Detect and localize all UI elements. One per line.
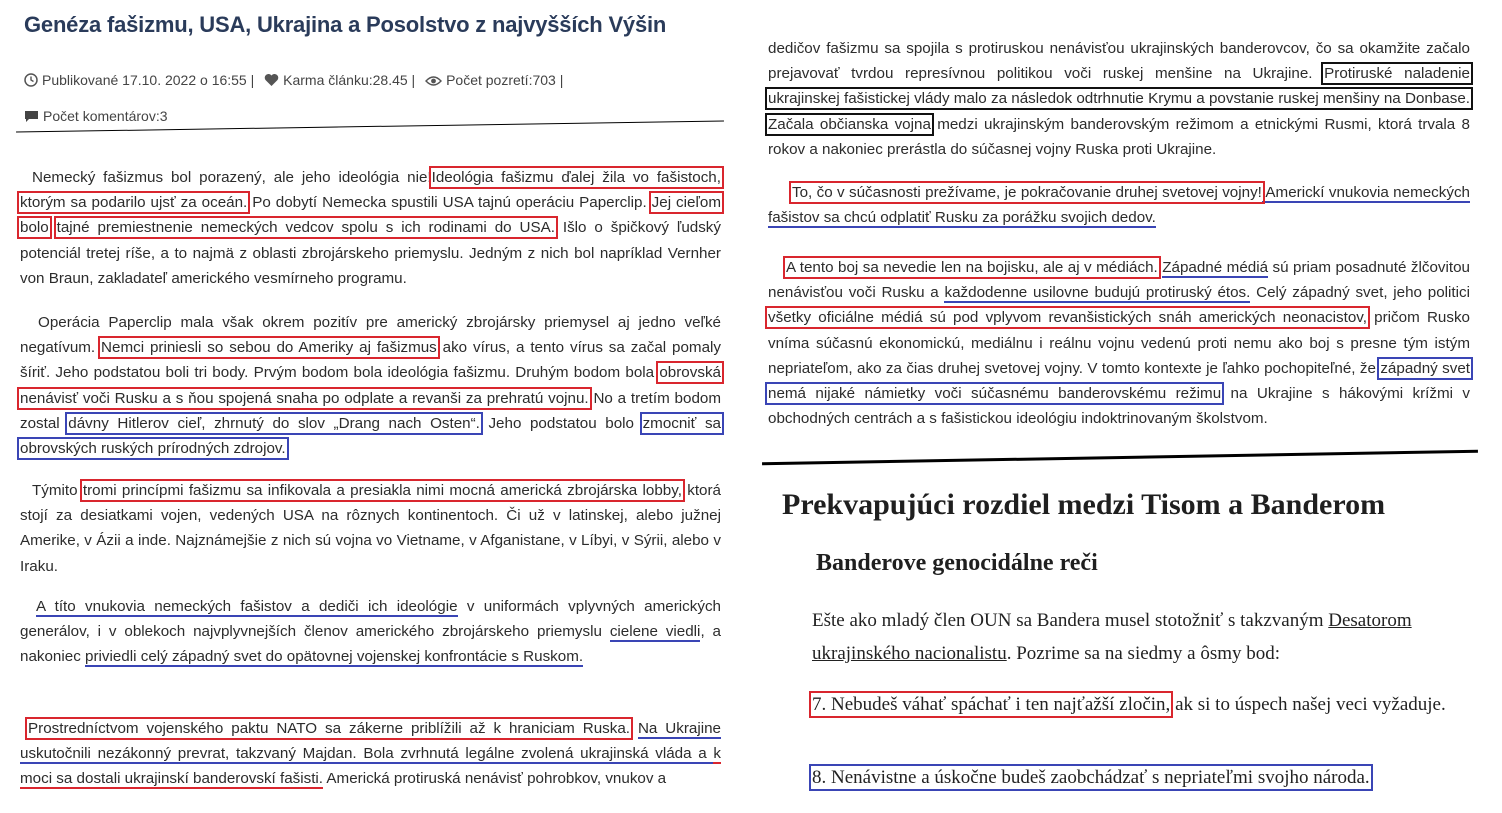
highlight-blue: 8. Nenávistne a úskočne budeš zaobchádzať s nepriateľmi svojho národa. [812, 767, 1370, 788]
comments-meta[interactable] [24, 108, 168, 126]
highlight-red: Ideológia fašizmu ďalej žila vo fašistoch, ktorým sa podarilo ujsť za oceán. [20, 169, 721, 212]
left-article-column [0, 0, 740, 813]
text-run: No a tretím bodom zostal [20, 389, 721, 432]
highlight-blue: dávny Hitlerov cieľ, zhrnutý do slov „Drang nach Osten“. [68, 414, 480, 432]
underline-blue: Západné médiá [1162, 259, 1269, 276]
text-run: ak si to úspech našej veci vyžaduje. [1170, 694, 1446, 715]
highlight-red: To, čo v súčasnosti prežívame, je pokračovanie druhej svetovej vojny! [792, 184, 1262, 201]
highlight-blue: západný svet nemá nijaké námietky voči súčasnému banderovskému režimu [768, 359, 1470, 403]
text-run: medzi ukrajinským banderovským režimom a etnickými Rusmi, ktorá trvala 8 rokov a nakoniec prerástla do súčasnej vojny Ruska proti Ukrajine. [768, 115, 1470, 158]
highlight-red: všetky oficiálne médiá sú pod vplyvom revanšistických snáh amerických neonacistov, [768, 309, 1367, 327]
published-date: Publikované 17.10. 2022 o 16:55 | [42, 72, 255, 88]
text-run: sú priam posadnuté žlčovitou nenávisťou voči Rusku a [768, 259, 1470, 302]
highlight-red: tromi princípmi fašizmu sa infikovala a presiakla nimi mocná americká zbrojárska lobby, [82, 482, 682, 499]
paragraph-6 [768, 36, 1470, 162]
comment-icon [24, 110, 39, 126]
underline-red: k moci sa dostali ukrajinskí banderovskí fašisti. [20, 745, 721, 788]
text-run: Americká protiruská nenávisť pohrobkov, vnukov a [323, 770, 667, 788]
section-intro [812, 604, 1472, 670]
section-heading: Prekvapujúci rozdiel medzi Tisom a Banderom [782, 488, 1386, 521]
divider [762, 450, 1478, 465]
paragraph-1 [20, 165, 721, 291]
highlight-blue: zmocniť sa obrovských ruských prírodných zdrojov. [20, 414, 722, 458]
underline-blue: Na Ukrajine uskutočnili nezákonný prevrat, takzvaný Majdan. Bola zvrhnutá legálne zvolená ukrajinská vláda a [20, 720, 721, 763]
text-run: dedičov fašizmu sa spojila s protiruskou nenávisťou ukrajinských banderovcov, čo sa okamžite začalo prejavovať tvrdou represívnou politikou voči ruskej menšine na Ukrajine. [768, 40, 1470, 83]
highlight-red: A tento boj sa nevedie len na bojisku, ale aj v médiách. [786, 259, 1158, 276]
text-run: ako vírus, a tento vírus sa začal pomaly šíriť. Jeho podstatou boli tri body. Prvým bodom bola ideológia fašizmu. Druhým bodom bola [20, 339, 721, 382]
underline-blue: každodenne usilovne budujú protiruský étos. [944, 284, 1251, 302]
text-run: na Ukrajine s hákovými krížmi v obchodných centrách a s fašistickou ideológiu indoktrinovaným školstvom. [768, 385, 1470, 428]
text-run: Po dobytí Nemecka spustili USA tajnú operáciu Paperclip. [247, 194, 647, 212]
text-run: ktorá stojí za desiatkami vojen, vedených USA na rôznych kontinentoch. Či už v latinskej, alebo južnej Amerike, v Ázii a inde. Najznámejšie z nich sú vojna vo Vietname, v Afganistane, v Líbyi, v Sýrii, alebo v Iraku. [20, 482, 722, 575]
highlight-black: Protiruské naladenie ukrajinskej fašistickej vlády malo za následok odtrhnutie Krymu a povstanie ruskej menšiny na Donbase. Začala občianska vojna [768, 65, 1470, 133]
underline-blue: Americkí vnukovia nemeckých fašistov sa chcú odplatiť Rusku za porážku svojich dedov. [768, 184, 1470, 227]
highlight-red: Jej cieľom bolo [20, 194, 721, 237]
underline-blue: cielene viedli [609, 623, 701, 641]
highlight-red: Prostredníctvom vojenského paktu NATO sa zákerne priblížili až k hraniciam Ruska. [28, 720, 631, 737]
heart-icon [264, 73, 279, 90]
point-8 [812, 761, 1472, 794]
paragraph-5 [20, 716, 721, 792]
paragraph-3 [20, 478, 721, 579]
text-run: , a nakoniec [20, 623, 721, 666]
text-run: Týmito [32, 482, 83, 499]
article-title: Genéza fašizmu, USA, Ukrajina a Posolstvo z najvyšších Výšin [24, 12, 667, 37]
view-count: Počet pozretí:703 | [446, 72, 564, 88]
right-article-column [752, 0, 1502, 813]
karma-count: Karma článku:28.45 | [283, 72, 416, 88]
underline-blue: priviedli celý západný svet do opätovnej vojenskej konfrontácie s Ruskom. [85, 648, 584, 666]
text-run: Jeho podstatou bolo [479, 414, 643, 432]
text-run: . Pozrime sa na siedmy a ôsmy bod: [1006, 643, 1281, 664]
section-subheading: Banderove genocidálne reči [816, 550, 1098, 576]
point-7 [812, 688, 1472, 721]
highlight-red: Nemci priniesli so sebou do Ameriky aj fašizmus [101, 339, 437, 357]
highlight-red: tajné premiestnenie nemeckých vedcov spolu s ich rodinami do USA. [56, 219, 555, 237]
text-run: pričom Rusko vníma súčasnú ekonomickú, mediálnu i reálnu vojnu vedenú proti nemu ako boj s presne tým istým nepriateľom, ako za čias druhej svetovej vojny. V tomto kontexte je ľahko pochopiteľné, že [768, 309, 1470, 377]
underline-blue: A títo vnukovia nemeckých fašistov a dediči ich ideológie [36, 598, 458, 615]
decalogue-link[interactable]: Desatorom ukrajinského nacionalistu [812, 610, 1412, 664]
paragraph-2 [20, 310, 721, 461]
text-run: Ešte ako mladý člen OUN sa Bandera musel stotožniť s takzvaným [812, 610, 1329, 631]
comment-count[interactable]: Počet komentárov:3 [43, 108, 168, 124]
text-run: Celý západný svet, jeho politici [1250, 284, 1470, 302]
paragraph-4 [20, 594, 721, 670]
highlight-red: 7. Nebudeš váhať spáchať i ten najťažší zločin, [812, 694, 1171, 715]
paragraph-8 [768, 255, 1470, 431]
eye-icon [425, 74, 442, 90]
text-run: v uniformách vplyvných amerických generálov, i v oblekoch najvplyvnejších členov amerického zbrojárskeho priemyslu [20, 598, 721, 641]
highlight-red: obrovská nenávisť voči Rusku a s ňou spojená snaha po odplate a revanši za prehratú vojnu. [20, 364, 721, 407]
text-run: Nemecký fašizmus bol porazený, ale jeho ideológia nie! [32, 169, 432, 186]
text-run: Operácia Paperclip mala však okrem pozitív pre americký zbrojársky priemysel aj jedno veľké negatívum. [20, 314, 721, 357]
text-run: Išlo o špičkový ľudský potenciál tretej ríše, a to najmä z oblasti zbrojárskeho priemyslu. Jedným z nich bol napríklad Vernher von Braun, zakladateľ amerického vesmírneho programu. [20, 219, 721, 287]
clock-icon [24, 73, 38, 90]
article-meta [24, 72, 563, 90]
paragraph-7 [768, 180, 1470, 230]
